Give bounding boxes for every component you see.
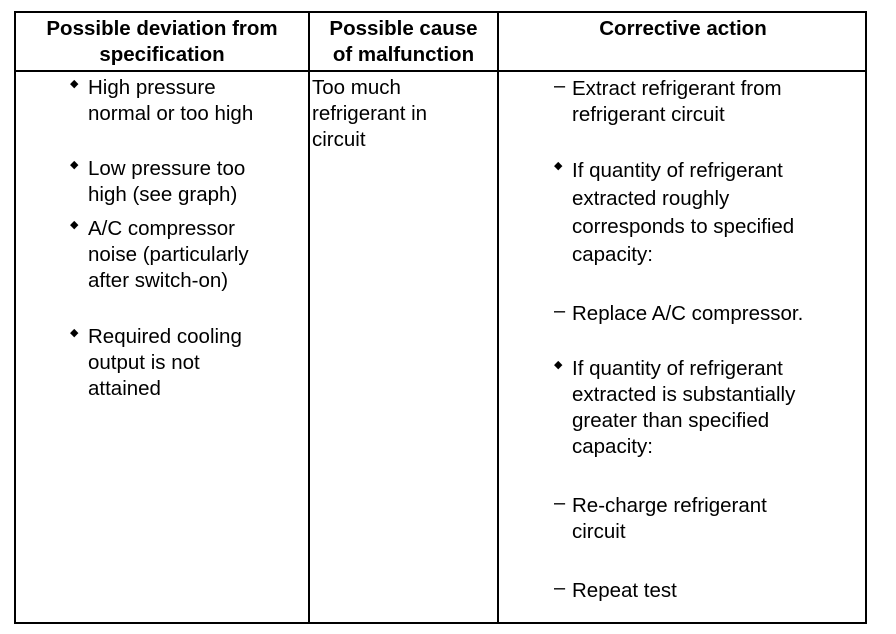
bullet-icon: ◆	[554, 160, 563, 172]
header-corrective-action: Corrective action	[599, 17, 767, 40]
deviation-item-2: ◆ Low pressure too high (see graph)	[88, 156, 245, 208]
bullet-icon: ◆	[70, 327, 79, 339]
deviation-item-3: ◆ A/C compressor noise (particularly after switch-on)	[88, 216, 249, 294]
header-deviation: Possible deviation from specification	[46, 17, 278, 66]
action-item-5: – Re-charge refrigerant circuit	[554, 492, 767, 543]
action-item-6: – Repeat test	[554, 577, 677, 602]
troubleshooting-table	[14, 11, 867, 624]
deviation-item-4: ◆ Required cooling output is not attained	[88, 324, 242, 402]
bullet-icon: ◆	[554, 359, 563, 371]
dash-icon: –	[554, 300, 566, 322]
deviation-item-1: ◆ High pressure normal or too high	[88, 75, 253, 127]
dash-icon: –	[554, 492, 566, 514]
header-cause: Possible cause of malfunction	[329, 17, 478, 66]
action-item-1: – Extract refrigerant from refrigerant circuit	[554, 75, 782, 126]
action-item-3: – Replace A/C compressor.	[554, 300, 804, 325]
bullet-icon: ◆	[70, 219, 79, 231]
dash-icon: –	[554, 75, 566, 97]
dash-icon: –	[554, 577, 566, 599]
bullet-icon: ◆	[70, 159, 79, 171]
action-item-2: ◆ If quantity of refrigerant extracted roughly corresponds to specified capacity:	[572, 157, 794, 269]
header-divider	[16, 70, 865, 72]
column-divider-1	[308, 13, 310, 622]
column-divider-2	[497, 13, 499, 622]
bullet-icon: ◆	[70, 78, 79, 90]
cause-text: Too much refrigerant in circuit	[312, 76, 428, 151]
action-item-4: ◆ If quantity of refrigerant extracted is substantially greater than specified capacity:	[572, 356, 795, 460]
